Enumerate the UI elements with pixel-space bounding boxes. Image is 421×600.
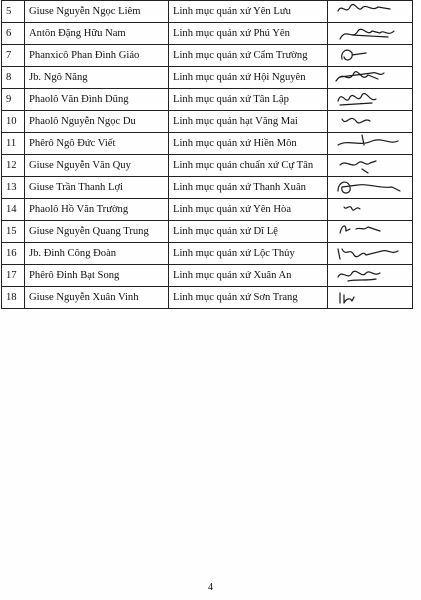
row-number: 16 bbox=[2, 243, 25, 265]
signature-cell bbox=[328, 199, 413, 221]
signature-stroke bbox=[338, 135, 398, 145]
priest-role: Linh mục quản xứ Tân Lập bbox=[169, 89, 328, 111]
signature-stroke bbox=[338, 4, 390, 11]
priest-name: Giuse Nguyễn Văn Quy bbox=[25, 155, 169, 177]
priest-name: Giuse Trần Thanh Lợi bbox=[25, 177, 169, 199]
priest-role: Linh mục quản xứ Lộc Thủy bbox=[169, 243, 328, 265]
signature-stroke bbox=[342, 50, 366, 60]
priest-role: Linh mục quản xứ Yên Hòa bbox=[169, 199, 328, 221]
row-number: 18 bbox=[2, 287, 25, 309]
row-number: 14 bbox=[2, 199, 25, 221]
signature-cell bbox=[328, 177, 413, 199]
handwritten-signature bbox=[332, 155, 408, 177]
handwritten-signature bbox=[332, 133, 408, 155]
table-row bbox=[2, 23, 413, 45]
table-row bbox=[2, 265, 413, 287]
signature-cell bbox=[328, 67, 413, 89]
handwritten-signature bbox=[332, 265, 408, 287]
handwritten-signature bbox=[332, 221, 408, 243]
row-number: 11 bbox=[2, 133, 25, 155]
priest-name: Giuse Nguyễn Ngọc Liêm bbox=[25, 1, 169, 23]
signature-stroke bbox=[336, 72, 384, 81]
signature-cell bbox=[328, 155, 413, 177]
priest-name: Giuse Nguyễn Quang Trung bbox=[25, 221, 169, 243]
row-number: 15 bbox=[2, 221, 25, 243]
table-row bbox=[2, 221, 413, 243]
row-number: 10 bbox=[2, 111, 25, 133]
signature-stroke bbox=[342, 118, 370, 123]
priest-name: Phaolô Nguyễn Ngọc Du bbox=[25, 111, 169, 133]
handwritten-signature bbox=[332, 111, 408, 133]
handwritten-signature bbox=[332, 199, 408, 221]
signature-cell bbox=[328, 89, 413, 111]
priest-role: Linh mục quản xứ Thanh Xuân bbox=[169, 177, 328, 199]
priest-name: Phaolô Hồ Văn Trường bbox=[25, 199, 169, 221]
signature-stroke bbox=[340, 29, 394, 39]
handwritten-signature bbox=[332, 243, 408, 265]
priest-role: Linh mục quản xứ Dĩ Lệ bbox=[169, 221, 328, 243]
priest-role: Linh mục quản xứ Sơn Trang bbox=[169, 287, 328, 309]
signature-cell bbox=[328, 287, 413, 309]
handwritten-signature bbox=[332, 67, 408, 89]
priest-role: Linh mục quản xứ Hiền Môn bbox=[169, 133, 328, 155]
row-number: 5 bbox=[2, 1, 25, 23]
handwritten-signature bbox=[332, 23, 408, 45]
row-number: 6 bbox=[2, 23, 25, 45]
priest-name: Phanxicô Phan Đình Giáo bbox=[25, 45, 169, 67]
signature-table bbox=[1, 0, 413, 309]
signature-stroke bbox=[338, 249, 398, 259]
handwritten-signature bbox=[332, 287, 408, 309]
table-row bbox=[2, 89, 413, 111]
signature-cell bbox=[328, 1, 413, 23]
priest-name: Jb. Đinh Công Đoàn bbox=[25, 243, 169, 265]
row-number: 12 bbox=[2, 155, 25, 177]
priest-role: Linh mục quản xứ Xuân An bbox=[169, 265, 328, 287]
table-row bbox=[2, 133, 413, 155]
priest-role: Linh mục quản xứ Hội Nguyên bbox=[169, 67, 328, 89]
priest-name: Phêrô Đinh Bạt Song bbox=[25, 265, 169, 287]
table-row bbox=[2, 199, 413, 221]
row-number: 9 bbox=[2, 89, 25, 111]
signature-stroke bbox=[338, 271, 380, 281]
signature-cell bbox=[328, 243, 413, 265]
handwritten-signature bbox=[332, 45, 408, 67]
row-number: 13 bbox=[2, 177, 25, 199]
signature-cell bbox=[328, 45, 413, 67]
signature-cell bbox=[328, 111, 413, 133]
signature-stroke bbox=[338, 93, 376, 105]
row-number: 17 bbox=[2, 265, 25, 287]
handwritten-signature bbox=[332, 1, 408, 23]
priest-name: Jb. Ngô Năng bbox=[25, 67, 169, 89]
signature-cell bbox=[328, 265, 413, 287]
signature-table-body bbox=[2, 1, 413, 309]
priest-role: Linh mục quản chuẩn xứ Cự Tân bbox=[169, 155, 328, 177]
table-row bbox=[2, 177, 413, 199]
signature-cell bbox=[328, 23, 413, 45]
table-row bbox=[2, 67, 413, 89]
signature-cell bbox=[328, 133, 413, 155]
priest-role: Linh mục quản xứ Yên Lưu bbox=[169, 1, 328, 23]
priest-name: Giuse Nguyễn Xuân Vinh bbox=[25, 287, 169, 309]
priest-name: Antôn Đặng Hữu Nam bbox=[25, 23, 169, 45]
priest-name: Phêrô Ngô Đức Viết bbox=[25, 133, 169, 155]
table-row bbox=[2, 111, 413, 133]
table-row bbox=[2, 1, 413, 23]
signature-stroke bbox=[340, 161, 376, 173]
priest-role: Linh mục quản xứ Phú Yên bbox=[169, 23, 328, 45]
table-row bbox=[2, 155, 413, 177]
signature-stroke bbox=[340, 293, 354, 303]
page-number: 4 bbox=[208, 582, 213, 593]
table-row bbox=[2, 243, 413, 265]
handwritten-signature bbox=[332, 89, 408, 111]
handwritten-signature bbox=[332, 177, 408, 199]
signature-stroke bbox=[340, 226, 380, 233]
row-number: 7 bbox=[2, 45, 25, 67]
priest-role: Linh mục quản xứ Cẩm Trường bbox=[169, 45, 328, 67]
table-row bbox=[2, 45, 413, 67]
signature-stroke bbox=[338, 182, 400, 193]
row-number: 8 bbox=[2, 67, 25, 89]
signature-cell bbox=[328, 221, 413, 243]
priest-role: Linh mục quản hạt Văng Mai bbox=[169, 111, 328, 133]
signature-stroke bbox=[344, 207, 360, 210]
priest-name: Phaolô Văn Đình Dũng bbox=[25, 89, 169, 111]
table-row bbox=[2, 287, 413, 309]
